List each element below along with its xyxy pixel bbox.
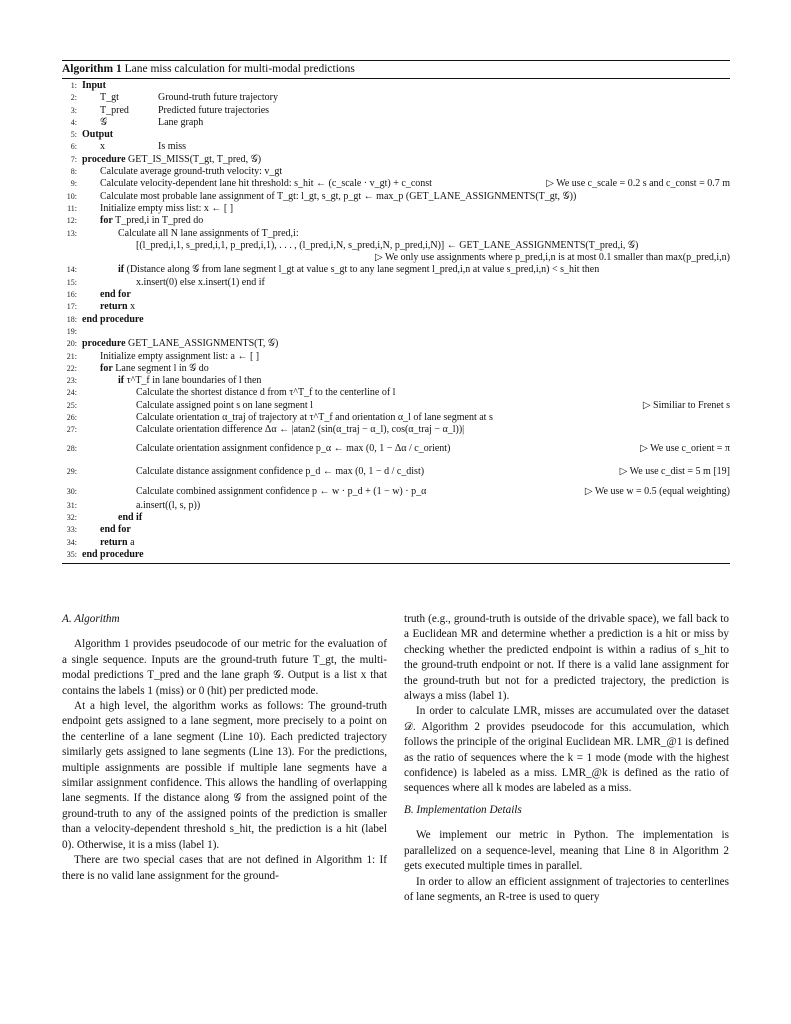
algorithm-line: [62, 326, 730, 338]
algorithm-box: [62, 60, 730, 564]
line-text: end procedure: [82, 548, 144, 560]
algorithm-line: [62, 400, 730, 412]
line-text: return a: [100, 536, 135, 548]
algorithm-line: [62, 363, 730, 375]
algorithm-line: [62, 203, 730, 215]
paragraph: In order to calculate LMR, misses are accumulated over the dataset 𝒟. Algorithm 2 provides pseudocode for this accumulation, which follows the principle of the original Euclidean MR. LMR_@1 is defined as the ratio of sequences where the k = 1 mode (mode with the highest confidence) is labeled as a miss. LMR_@k is defined as the ratio of sequences where all k modes are labeled as a miss.: [404, 705, 729, 795]
line-number: 13:: [66, 228, 77, 238]
line-number: 20:: [66, 339, 77, 349]
line-description: Is miss: [158, 141, 187, 153]
line-text: a.insert((l, s, p)): [136, 499, 201, 511]
line-text: 𝒢: [100, 116, 108, 128]
algorithm-line: [62, 215, 730, 227]
line-text: for Lane segment l in 𝒢 do: [100, 362, 209, 374]
line-comment: ▷ We only use assignments where p_pred,i,n is at most 0.1 smaller than max(p_pred,i,n): [375, 252, 730, 264]
algorithm-line: [62, 80, 730, 92]
line-text: Calculate assigned point s on lane segment l: [136, 399, 313, 411]
algorithm-line: [62, 129, 730, 141]
line-number: 30:: [66, 486, 77, 496]
line-text: T_pred: [100, 104, 129, 116]
line-number: 15:: [66, 277, 77, 287]
line-text: for T_pred,i in T_pred do: [100, 215, 204, 227]
algorithm-line: [62, 105, 730, 117]
algorithm-lines: [62, 79, 730, 561]
algorithm-line: [62, 277, 730, 289]
line-text: Calculate combined assignment confidence p ← w · p_d + (1 − w) · p_α: [136, 485, 427, 497]
line-description: Lane graph: [158, 116, 204, 128]
line-number: 21:: [66, 351, 77, 361]
line-number: 28:: [66, 443, 77, 453]
algorithm-line: [62, 375, 730, 387]
line-text: Initialize empty assignment list: a ← [ ]: [100, 350, 260, 362]
algorithm-title: [62, 61, 730, 78]
line-text: return x: [100, 301, 136, 313]
line-description: Ground-truth future trajectory: [158, 92, 278, 104]
line-number: 10:: [66, 191, 77, 201]
algorithm-caption: Lane miss calculation for multi-modal predictions: [124, 63, 355, 75]
algorithm-label: Algorithm 1: [62, 63, 122, 75]
line-number: 24:: [66, 388, 77, 398]
line-number: 7:: [70, 154, 77, 164]
line-text: x: [100, 141, 105, 153]
algorithm-line: [62, 289, 730, 301]
line-text: Output: [82, 129, 114, 141]
algorithm-line: [62, 500, 730, 512]
algorithm-line: [62, 524, 730, 536]
line-number: 3:: [70, 105, 77, 115]
line-number: 6:: [70, 142, 77, 152]
line-number: 11:: [67, 203, 77, 213]
paragraph: In order to allow an efficient assignment of trajectories to centerlines of lane segments, an R-tree is used to query: [404, 875, 729, 903]
line-text: Calculate all N lane assignments of T_pred,i:: [118, 227, 299, 239]
line-text: procedure GET_LANE_ASSIGNMENTS(T, 𝒢): [82, 338, 279, 350]
algorithm-line: [62, 460, 730, 483]
algorithm-line: [62, 252, 730, 264]
line-number: 35:: [66, 549, 77, 559]
algorithm-line: [62, 141, 730, 153]
algorithm-line: [62, 314, 730, 326]
algorithm-line: [62, 549, 730, 561]
line-number: 19:: [66, 326, 77, 336]
line-number: 2:: [70, 93, 77, 103]
algorithm-line: [62, 512, 730, 524]
algorithm-line: [62, 117, 730, 129]
algorithm-line: [62, 166, 730, 178]
line-number: 23:: [66, 376, 77, 386]
algorithm-line: [62, 178, 730, 190]
section-a-title: A. Algorithm: [62, 613, 120, 625]
algorithm-line: [62, 437, 730, 460]
line-text: Calculate distance assignment confidence p_d ← max (0, 1 − d / c_dist): [136, 465, 425, 477]
line-number: 26:: [66, 413, 77, 423]
algorithm-line: [62, 412, 730, 424]
left-column: [62, 612, 387, 884]
paragraph: Algorithm 1 provides pseudocode of our metric for the evaluation of a single sequence. Inputs are the ground-truth future T_gt, the multi-modal predictions T_pred and the lane graph 𝒢. Output is a list x that contains the labels 1 (miss) or 0 (hit) per predicted mode.: [62, 638, 387, 697]
line-number: 5:: [70, 130, 77, 140]
algorithm-line: [62, 92, 730, 104]
algorithm-line: [62, 191, 730, 203]
line-number: 34:: [66, 537, 77, 547]
line-text: procedure GET_IS_MISS(T_gt, T_pred, 𝒢): [82, 153, 262, 165]
line-text: Input: [82, 80, 106, 91]
line-number: 9:: [70, 179, 77, 189]
algorithm-line: [62, 424, 730, 436]
line-comment: ▷ We use w = 0.5 (equal weighting): [584, 485, 730, 497]
paragraph: There are two special cases that are not defined in Algorithm 1: If there is no valid lane assignment for the ground-: [62, 854, 387, 882]
line-text: Calculate orientation α_traj of trajectory at τ^T_f and orientation α_l of lane segment at s: [136, 412, 493, 424]
line-number: 14:: [66, 265, 77, 275]
line-text: end procedure: [82, 313, 144, 325]
line-text: T_gt: [100, 92, 119, 104]
algorithm-line: [62, 387, 730, 399]
algorithm-line: [62, 338, 730, 350]
line-number: 22:: [66, 363, 77, 373]
algorithm-line: [62, 228, 730, 240]
line-number: 29:: [66, 466, 77, 476]
algorithm-line: [62, 264, 730, 276]
algorithm-line: [62, 240, 730, 252]
algorithm-line: [62, 537, 730, 549]
algorithm-line: [62, 154, 730, 166]
line-text: Calculate most probable lane assignment of T_gt: l_gt, s_gt, p_gt ← max_p (GET_LANE_ASSIGNMENTS(T_gt, 𝒢)): [100, 190, 577, 202]
section-b-title: B. Implementation Details: [404, 803, 522, 816]
line-text: Calculate average ground-truth velocity: v_gt: [100, 166, 283, 178]
line-text: Calculate orientation assignment confidence p_α ← max (0, 1 − Δα / c_orient): [136, 442, 451, 454]
line-text: if (Distance along 𝒢 from lane segment l_gt at value s_gt to any lane segment l_pred,i,n at value s_pred,i,n) < s_hit then: [118, 264, 600, 276]
line-number: 4:: [70, 117, 77, 127]
algorithm-line: [62, 351, 730, 363]
line-comment: ▷ Similiar to Frenet s: [642, 399, 730, 411]
line-number: 1:: [70, 81, 77, 90]
line-text: Calculate velocity-dependent lane hit threshold: s_hit ← (c_scale · v_gt) + c_const: [100, 178, 432, 190]
line-number: 33:: [66, 525, 77, 535]
line-text: if τ^T_f in lane boundaries of l then: [118, 375, 262, 387]
line-comment: ▷ We use c_orient = π: [640, 442, 730, 454]
line-text: [(l_pred,i,1, s_pred,i,1, p_pred,i,1), . . . , (l_pred,i,N, s_pred,i,N, p_pred,i,N)] ← GET_LANE_ASSIGNMENTS(T_pred,i, 𝒢): [136, 239, 639, 251]
line-text: x.insert(0) else x.insert(1) end if: [136, 276, 265, 288]
paragraph: truth (e.g., ground-truth is outside of the drivable space), we fall back to a Euclidean MR and determine whether a prediction is a hit or miss by checking whether the predicted endpoint is within a radius of s_hit to the ground-truth endpoint or not. If there is a valid lane assignment for the ground-truth but not for a predicted trajectory, the prediction is always a miss (label 1).: [404, 613, 729, 703]
line-text: Calculate the shortest distance d from τ^T_f to the centerline of l: [136, 387, 396, 399]
right-column: [404, 612, 729, 905]
line-number: 12:: [66, 216, 77, 226]
line-number: 17:: [66, 302, 77, 312]
paragraph: We implement our metric in Python. The implementation is parallelized on a sequence-level, meaning that Line 8 in Algorithm 2 gets executed multiple times in parallel.: [404, 829, 729, 873]
algorithm-line: [62, 301, 730, 313]
line-number: 25:: [66, 400, 77, 410]
line-number: 16:: [66, 290, 77, 300]
line-number: 18:: [66, 314, 77, 324]
line-number: 32:: [66, 512, 77, 522]
line-text: end for: [100, 289, 131, 301]
line-comment: ▷ We use c_scale = 0.2 s and c_const = 0.7 m: [546, 178, 730, 190]
algorithm-line: [62, 483, 730, 500]
line-text: Initialize empty miss list: x ← [ ]: [100, 202, 234, 214]
line-description: Predicted future trajectories: [158, 104, 270, 116]
line-text: end for: [100, 524, 131, 536]
line-number: 31:: [66, 500, 77, 510]
line-number: 8:: [70, 167, 77, 177]
line-text: Calculate orientation difference Δα ← |atan2 (sin(α_traj − α_l), cos(α_traj − α_l))|: [136, 424, 465, 436]
line-text: end if: [118, 511, 143, 523]
bottom-rule: [62, 563, 730, 564]
line-comment: ▷ We use c_dist = 5 m [19]: [619, 465, 730, 477]
line-number: 27:: [66, 425, 77, 435]
paragraph: At a high level, the algorithm works as follows: The ground-truth endpoint gets assigned to a lane segment, more precisely to a point on the centerline of a lane segment (Line 10). Each predicted trajectory similarly gets assigned to lane segments (Line 13). For the predictions, multiple assignments are possible if multiple lane segments have a similar assignment confidence. This allows the handling of overlapping lane segments. If the distance along 𝒢 from the assigned point of the ground-truth to any of the assigned points of the prediction is smaller than a velocity-dependent threshold s_hit, the prediction is a hit (label 0). Otherwise, it is a miss (label 1).: [62, 700, 387, 851]
